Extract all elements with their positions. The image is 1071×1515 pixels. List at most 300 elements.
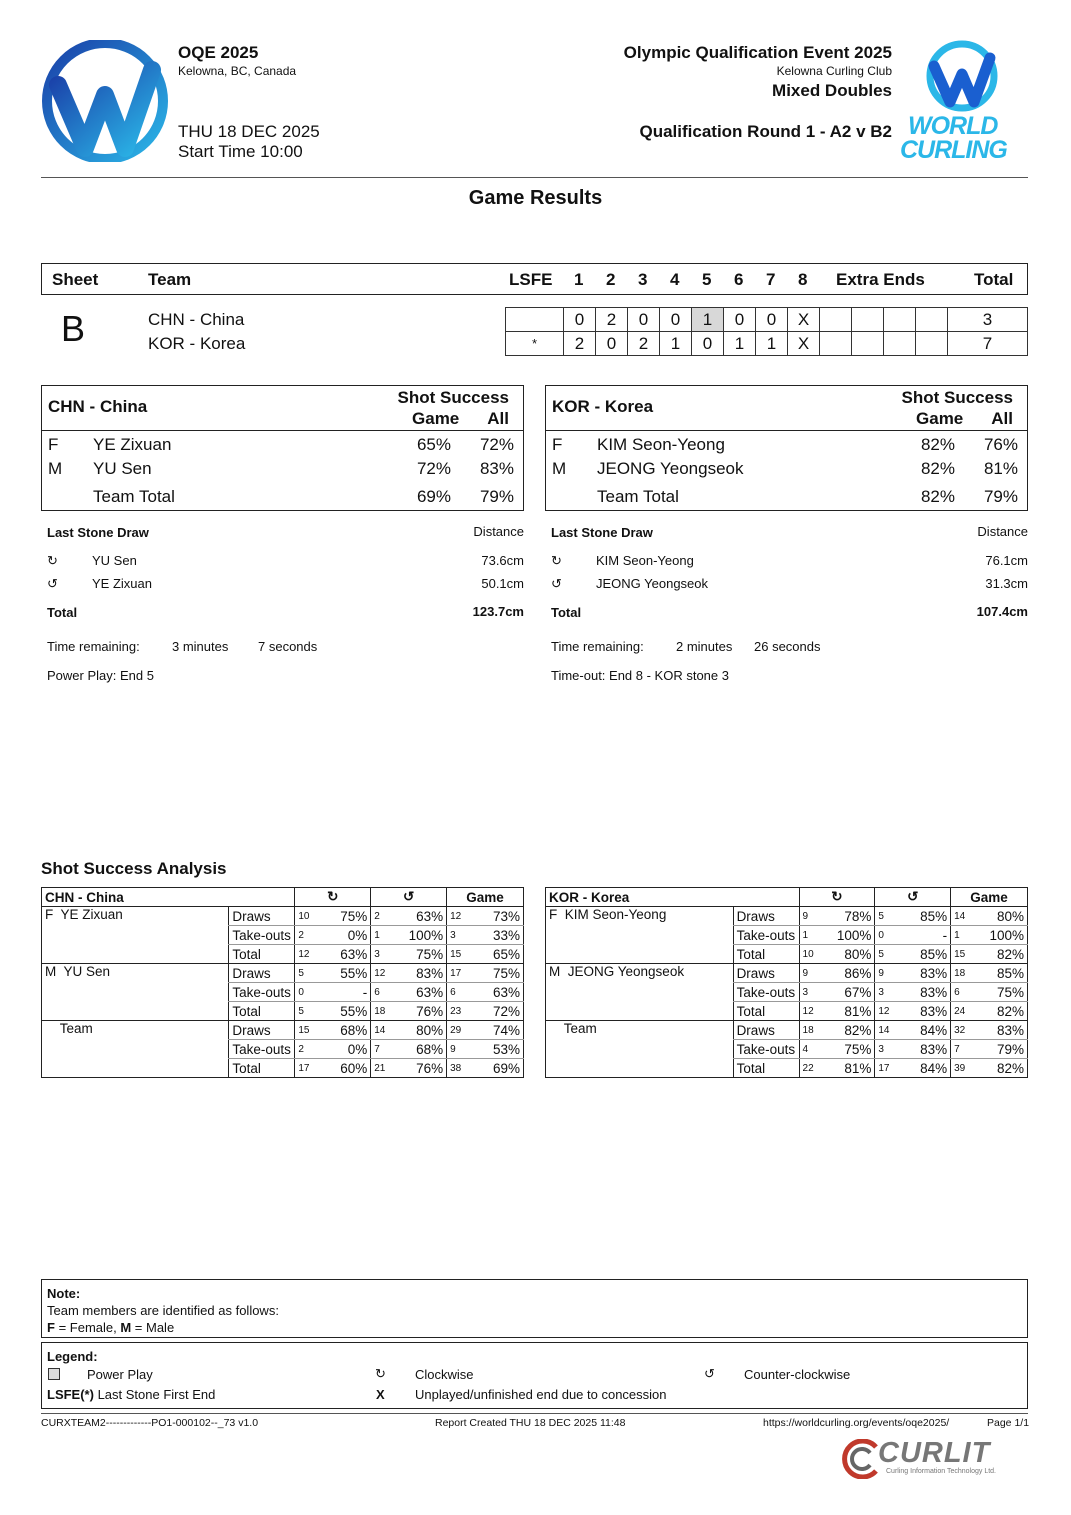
legend-title: Legend: [47, 1349, 98, 1364]
analysis-grid [41, 887, 524, 1078]
oqe-logo [40, 40, 170, 162]
ccw-pct: 85% [899, 907, 951, 926]
lsfe-cell: * [506, 332, 564, 356]
shot-type: Total [229, 1059, 295, 1078]
end-score: 0 [564, 308, 596, 332]
game-pct: 74% [471, 1021, 524, 1040]
analysis-row [42, 1021, 524, 1040]
ccw-pct: 83% [899, 1002, 951, 1021]
team-box-header [546, 386, 1027, 431]
lsd-player: KIM Seon-Yeong [596, 553, 694, 568]
sheet-letter: B [61, 308, 86, 349]
team-name: CHN - China [48, 397, 148, 416]
game-pct: 69% [471, 1059, 524, 1078]
note-box [41, 1279, 1028, 1338]
cw-count: 5 [295, 1002, 319, 1021]
ccw-count: 3 [875, 1040, 899, 1059]
game-count: 15 [447, 945, 471, 964]
lsfe-value: Last Stone First End [93, 1387, 216, 1402]
world-curling-word-1: WORLD [908, 112, 998, 140]
end-header: 4 [670, 270, 680, 289]
game-pct: 83% [975, 1021, 1028, 1040]
game-column-header: Game [447, 888, 524, 907]
linescore-row [506, 332, 1028, 356]
ccw-pct: 63% [395, 907, 447, 926]
ccw-pct: 85% [899, 945, 951, 964]
player-game-pct: 72% [416, 459, 451, 478]
ccw-count: 5 [875, 907, 899, 926]
player-all-pct: 72% [479, 435, 514, 454]
cw-pct: 55% [319, 964, 371, 983]
round: Qualification Round 1 - A2 v B2 [639, 122, 892, 141]
player-name: YU Sen [93, 459, 152, 478]
ccw-pct: 76% [395, 1002, 447, 1021]
end-score: 1 [724, 332, 756, 356]
venue: Kelowna Curling Club [776, 64, 892, 78]
footer-url: https://worldcurling.org/events/oqe2025/ [763, 1417, 950, 1429]
event-location: Kelowna, BC, Canada [178, 64, 297, 78]
ccw-count: 21 [371, 1059, 395, 1078]
ccw-count: 3 [875, 983, 899, 1002]
game-pct: 63% [471, 983, 524, 1002]
cw-count: 9 [799, 907, 823, 926]
end-score: 0 [692, 332, 724, 356]
counter-clockwise-icon: ↺ [371, 888, 447, 907]
time-remaining-seconds: 26 seconds [754, 639, 821, 654]
player-all-pct: 76% [983, 435, 1018, 454]
game-count: 29 [447, 1021, 471, 1040]
analysis-player-label: F YE Zixuan [42, 907, 229, 964]
score-team-name: CHN - China [148, 310, 245, 329]
cw-pct: 68% [319, 1021, 371, 1040]
clockwise-icon: ↻ [47, 553, 58, 568]
time-remaining-label: Time remaining: [551, 639, 644, 654]
game-count: 39 [951, 1059, 975, 1078]
extra-ends-header: Extra Ends [836, 270, 925, 289]
end-header: 5 [702, 270, 712, 289]
game-count: 17 [447, 964, 471, 983]
legend-x-key: X [376, 1387, 385, 1402]
cw-pct: 67% [823, 983, 875, 1002]
ccw-count: 12 [371, 964, 395, 983]
team-name: KOR - Korea [552, 397, 654, 416]
lsd-distance-label: Distance [977, 524, 1028, 539]
world-curling-word-2: CURLING [900, 136, 1007, 164]
game-pct: 75% [471, 964, 524, 983]
player-row [546, 459, 1027, 481]
cw-count: 2 [295, 1040, 319, 1059]
ccw-pct: 83% [899, 1040, 951, 1059]
end-score: 2 [596, 308, 628, 332]
shot-type: Total [229, 945, 295, 964]
counter-clockwise-icon: ↺ [551, 576, 562, 591]
legend-x-value: Unplayed/unfinished end due to concession [415, 1387, 667, 1402]
extra-end-cell [820, 308, 852, 332]
power-play-swatch-icon [48, 1368, 60, 1380]
time-remaining-minutes: 3 minutes [172, 639, 229, 654]
clockwise-icon: ↻ [375, 1366, 386, 1381]
ccw-count: 12 [875, 1002, 899, 1021]
game-pct: 75% [975, 983, 1028, 1002]
world-curling-logo [900, 40, 1028, 164]
player-row [42, 435, 523, 457]
player-game-pct: 65% [416, 435, 451, 454]
ccw-pct: 83% [395, 964, 447, 983]
legend-power-play: Power Play [87, 1367, 153, 1382]
clockwise-icon: ↻ [295, 888, 371, 907]
team-total-label: Team Total [93, 487, 175, 506]
cw-count: 12 [799, 1002, 823, 1021]
lsd-title: Last Stone Draw [47, 525, 149, 540]
end-score: 2 [628, 332, 660, 356]
lsd-distance: 31.3cm [985, 576, 1028, 591]
extra-end-cell [884, 332, 916, 356]
lsd-total: 107.4cm [976, 604, 1028, 619]
end-score: 0 [724, 308, 756, 332]
team-total-all: 79% [479, 487, 514, 506]
extra-end-cell [852, 308, 884, 332]
start-time: Start Time 10:00 [178, 142, 303, 161]
curlit-logo [842, 1437, 1030, 1481]
time-remaining-minutes: 2 minutes [676, 639, 733, 654]
ccw-count: 5 [875, 945, 899, 964]
event-name: Olympic Qualification Event 2025 [623, 43, 892, 62]
lsd-total-label: Total [47, 605, 78, 620]
counter-clockwise-icon: ↺ [875, 888, 951, 907]
end-score: 0 [660, 308, 692, 332]
team-total-game: 69% [416, 487, 451, 506]
analysis-header-row [546, 888, 1028, 907]
shot-type: Take-outs [733, 1040, 799, 1059]
game-pct: 80% [975, 907, 1028, 926]
end-score: 2 [564, 332, 596, 356]
event-date: THU 18 DEC 2025 [178, 122, 320, 141]
cw-count: 17 [295, 1059, 319, 1078]
game-count: 6 [951, 983, 975, 1002]
shot-success-heading [902, 387, 1014, 429]
counter-clockwise-icon: ↺ [704, 1366, 715, 1381]
cw-count: 2 [295, 926, 319, 945]
game-count: 23 [447, 1002, 471, 1021]
shot-type: Take-outs [229, 983, 295, 1002]
shot-type: Take-outs [733, 983, 799, 1002]
end-score: 0 [628, 308, 660, 332]
game-pct: 73% [471, 907, 524, 926]
game-pct: 82% [975, 945, 1028, 964]
player-game-pct: 82% [920, 435, 955, 454]
lsd-player: YE Zixuan [92, 576, 152, 591]
game-count: 32 [951, 1021, 975, 1040]
header-rule [41, 177, 1028, 178]
game-count: 14 [951, 907, 975, 926]
footer-code: CURXTEAM2-------------PO1-000102--_73 v1.0 [41, 1417, 259, 1429]
extra-end-cell [916, 308, 948, 332]
ccw-count: 18 [371, 1002, 395, 1021]
page-title: Game Results [468, 187, 603, 209]
player-name: JEONG Yeongseok [597, 459, 744, 478]
end-score: X [788, 308, 820, 332]
cw-pct: 80% [823, 945, 875, 964]
lsfe-header: LSFE [509, 270, 553, 289]
shot-type: Draws [733, 907, 799, 926]
team-header: Team [148, 270, 192, 289]
player-name: YE Zixuan [93, 435, 172, 454]
discipline: Mixed Doubles [772, 81, 892, 100]
lsfe-cell [506, 308, 564, 332]
total-header: Total [974, 270, 1014, 289]
game-count: 18 [951, 964, 975, 983]
ccw-pct: 100% [395, 926, 447, 945]
game-count: 3 [447, 926, 471, 945]
ccw-pct: 83% [899, 964, 951, 983]
ccw-count: 3 [371, 945, 395, 964]
lsd-distance-label: Distance [473, 524, 524, 539]
cw-pct: - [319, 983, 371, 1002]
end-score: X [788, 332, 820, 356]
shot-type: Take-outs [229, 1040, 295, 1059]
game-pct: 82% [975, 1059, 1028, 1078]
game-label: Game [916, 409, 964, 428]
footer-rule [41, 1413, 1028, 1414]
team-total-game: 82% [920, 487, 955, 506]
game-all-labels [398, 408, 510, 429]
sheet-header: Sheet [52, 270, 99, 289]
analysis-row [42, 964, 524, 983]
ccw-count: 14 [371, 1021, 395, 1040]
lsd-distance: 73.6cm [481, 553, 524, 568]
game-count: 12 [447, 907, 471, 926]
analysis-header-row [42, 888, 524, 907]
player-pos: M [552, 459, 567, 478]
ccw-count: 7 [371, 1040, 395, 1059]
ccw-count: 1 [371, 926, 395, 945]
female-value: = Female, [54, 1320, 121, 1335]
player-all-pct: 83% [479, 459, 514, 478]
time-remaining-label: Time remaining: [47, 639, 140, 654]
cw-pct: 82% [823, 1021, 875, 1040]
event-code: OQE 2025 [178, 43, 259, 62]
analysis-player-label: Team [42, 1021, 229, 1078]
game-count: 1 [951, 926, 975, 945]
cw-count: 12 [295, 945, 319, 964]
female-key: F [47, 1320, 55, 1335]
analysis-row [546, 964, 1028, 983]
analysis-title: Shot Success Analysis [41, 859, 227, 878]
cw-count: 4 [799, 1040, 823, 1059]
end-header: 2 [606, 270, 616, 289]
lsd-player: JEONG Yeongseok [596, 576, 709, 591]
cw-pct: 78% [823, 907, 875, 926]
player-name: KIM Seon-Yeong [597, 435, 725, 454]
shot-type: Total [229, 1002, 295, 1021]
ccw-count: 6 [371, 983, 395, 1002]
clockwise-icon: ↻ [799, 888, 875, 907]
analysis-player-label: M YU Sen [42, 964, 229, 1021]
counter-clockwise-icon: ↺ [47, 576, 58, 591]
shot-type: Draws [229, 964, 295, 983]
end-score-power-play: 1 [692, 308, 724, 332]
team-total-row [546, 487, 1027, 509]
ccw-pct: 63% [395, 983, 447, 1002]
score-team-name: KOR - Korea [148, 334, 246, 353]
cw-count: 0 [295, 983, 319, 1002]
male-key: M [120, 1320, 132, 1335]
team-box-chn [41, 385, 524, 511]
game-pct: 72% [471, 1002, 524, 1021]
last-stone-draw-kor [551, 524, 1028, 694]
game-pct: 79% [975, 1040, 1028, 1059]
cw-pct: 100% [823, 926, 875, 945]
shot-type: Draws [229, 907, 295, 926]
end-score: 0 [596, 332, 628, 356]
ccw-count: 0 [875, 926, 899, 945]
cw-count: 18 [799, 1021, 823, 1040]
cw-pct: 0% [319, 1040, 371, 1059]
shot-success-label: Shot Success [901, 388, 1013, 407]
player-row [42, 459, 523, 481]
analysis-player-label: F KIM Seon-Yeong [546, 907, 734, 964]
linescore-table [505, 307, 1028, 356]
shot-type: Total [733, 945, 799, 964]
all-label: All [487, 409, 509, 428]
extra-end-cell [820, 332, 852, 356]
player-row [546, 435, 1027, 457]
player-pos: M [48, 459, 63, 478]
last-stone-draw-chn [47, 524, 524, 694]
lsd-distance: 50.1cm [481, 576, 524, 591]
team-box-header [42, 386, 523, 431]
cw-pct: 63% [319, 945, 371, 964]
analysis-player-label: M JEONG Yeongseok [546, 964, 734, 1021]
shot-type: Total [733, 1002, 799, 1021]
extra-end-cell [884, 308, 916, 332]
cw-count: 5 [295, 964, 319, 983]
legend-clockwise: Clockwise [415, 1367, 474, 1382]
clockwise-icon: ↻ [551, 553, 562, 568]
player-pos: F [552, 435, 563, 454]
game-pct: 65% [471, 945, 524, 964]
note-gender-key [47, 1319, 1022, 1336]
analysis-team-name: KOR - Korea [546, 888, 800, 907]
scoreboard-header [41, 263, 1028, 295]
game-column-header: Game [951, 888, 1028, 907]
ccw-pct: 84% [899, 1059, 951, 1078]
ccw-pct: - [899, 926, 951, 945]
end-header: 6 [734, 270, 744, 289]
end-header: 1 [574, 270, 584, 289]
cw-pct: 75% [823, 1040, 875, 1059]
note-line: Team members are identified as follows: [47, 1303, 279, 1318]
game-all-labels [902, 408, 1014, 429]
ccw-pct: 83% [899, 983, 951, 1002]
game-count: 7 [951, 1040, 975, 1059]
legend-counter-clockwise: Counter-clockwise [744, 1367, 851, 1382]
shot-type: Take-outs [733, 926, 799, 945]
cw-count: 15 [295, 1021, 319, 1040]
cw-pct: 86% [823, 964, 875, 983]
cw-pct: 81% [823, 1002, 875, 1021]
ccw-count: 17 [875, 1059, 899, 1078]
extra-end-cell [916, 332, 948, 356]
lsd-total-label: Total [551, 605, 582, 620]
team-total-row [42, 487, 523, 509]
game-count: 9 [447, 1040, 471, 1059]
shot-type: Total [733, 1059, 799, 1078]
power-play-note: Power Play: End 5 [47, 668, 154, 683]
team-total-all: 79% [983, 487, 1018, 506]
male-value: = Male [131, 1320, 175, 1335]
game-pct: 100% [975, 926, 1028, 945]
total-score: 3 [948, 308, 1028, 332]
ccw-pct: 68% [395, 1040, 447, 1059]
cw-count: 3 [799, 983, 823, 1002]
analysis-team-name: CHN - China [42, 888, 295, 907]
curlit-wordmark: CURLIT [878, 1437, 991, 1469]
lsfe-key: LSFE(*) [47, 1387, 94, 1402]
shot-type: Draws [733, 1021, 799, 1040]
shot-success-label: Shot Success [397, 388, 509, 407]
ccw-count: 2 [371, 907, 395, 926]
shot-type: Take-outs [229, 926, 295, 945]
lsd-total: 123.7cm [472, 604, 524, 619]
game-count: 15 [951, 945, 975, 964]
player-game-pct: 82% [920, 459, 955, 478]
ccw-pct: 80% [395, 1021, 447, 1040]
legend-lsfe [47, 1386, 215, 1403]
note-title: Note: [47, 1286, 81, 1301]
cw-count: 22 [799, 1059, 823, 1078]
cw-pct: 55% [319, 1002, 371, 1021]
time-remaining-seconds: 7 seconds [258, 639, 318, 654]
cw-count: 9 [799, 964, 823, 983]
cw-pct: 75% [319, 907, 371, 926]
total-score: 7 [948, 332, 1028, 356]
end-score: 1 [756, 332, 788, 356]
lsd-title: Last Stone Draw [551, 525, 653, 540]
cw-pct: 60% [319, 1059, 371, 1078]
end-score: 0 [756, 308, 788, 332]
cw-count: 10 [295, 907, 319, 926]
player-all-pct: 81% [983, 459, 1018, 478]
game-pct: 82% [975, 1002, 1028, 1021]
game-count: 24 [951, 1002, 975, 1021]
lsd-distance: 76.1cm [985, 553, 1028, 568]
analysis-player-label: Team [546, 1021, 734, 1078]
game-label: Game [412, 409, 460, 428]
analysis-row [546, 1021, 1028, 1040]
end-header: 7 [766, 270, 776, 289]
footer-report-created: Report Created THU 18 DEC 2025 11:48 [435, 1417, 626, 1429]
shot-type: Draws [229, 1021, 295, 1040]
end-header: 8 [798, 270, 808, 289]
analysis-row [546, 907, 1028, 926]
game-pct: 53% [471, 1040, 524, 1059]
footer-page: Page 1/1 [987, 1417, 1030, 1429]
curlit-subtitle: Curling Information Technology Ltd. [886, 1468, 996, 1475]
ccw-count: 9 [875, 964, 899, 983]
timeout-note: Time-out: End 8 - KOR stone 3 [551, 668, 729, 683]
analysis-grid [545, 887, 1028, 1078]
end-score: 1 [660, 332, 692, 356]
shot-type: Draws [733, 964, 799, 983]
extra-end-cell [852, 332, 884, 356]
legend-box [41, 1342, 1028, 1409]
cw-pct: 0% [319, 926, 371, 945]
ccw-pct: 84% [899, 1021, 951, 1040]
team-box-kor [545, 385, 1028, 511]
game-count: 38 [447, 1059, 471, 1078]
team-total-label: Team Total [597, 487, 679, 506]
